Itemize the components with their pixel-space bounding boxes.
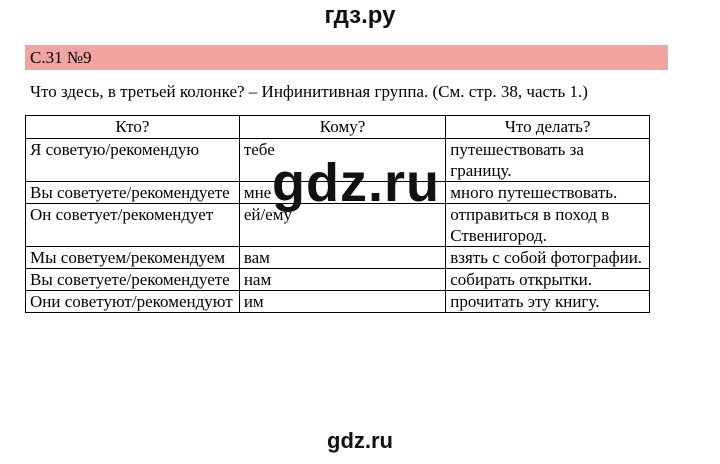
question-text: Что здесь, в третьей колонке? – Инфинитивная группа. (См. стр. 38, часть 1.) xyxy=(30,82,588,101)
table-cell: Вы советуете/рекомендуете xyxy=(26,269,240,291)
table-cell: Мы советуем/рекомендуем xyxy=(26,247,240,269)
exercise-label: С.31 №9 xyxy=(30,48,92,67)
watermark-logo: gdz.ru xyxy=(272,153,440,213)
column-header-what-to-do: Что делать? xyxy=(446,116,650,139)
column-header-who: Кто? xyxy=(26,116,240,139)
table-cell: отправиться в поход в Ственигород. xyxy=(446,204,650,247)
table-row xyxy=(26,291,650,313)
table-cell: Он советует/рекомендует xyxy=(26,204,240,247)
table-cell: собирать открытки. xyxy=(446,269,650,291)
site-logo-top: гдз.ру xyxy=(324,2,396,29)
table-cell: мне xyxy=(239,182,445,204)
table-cell: им xyxy=(239,291,445,313)
table-cell: тебе xyxy=(239,139,445,182)
table-cell: Они советуют/рекомендуют xyxy=(26,291,240,313)
column-header-to-whom: Кому? xyxy=(239,116,445,139)
table-cell: ей/ему xyxy=(239,204,445,247)
table-cell: путешествовать за границу. xyxy=(446,139,650,182)
table-row xyxy=(26,269,650,291)
table-cell: нам xyxy=(239,269,445,291)
table-row xyxy=(26,247,650,269)
table-cell: Я советую/рекомендую xyxy=(26,139,240,182)
table-cell: взять с собой фотографии. xyxy=(446,247,650,269)
answer-table xyxy=(25,115,650,313)
table-cell: много путешествовать. xyxy=(446,182,650,204)
table-cell: прочитать эту книгу. xyxy=(446,291,650,313)
site-logo-bottom: gdz.ru xyxy=(327,428,393,453)
table-cell: вам xyxy=(239,247,445,269)
table-header-row xyxy=(26,116,650,139)
table-cell: Вы советуете/рекомендуете xyxy=(26,182,240,204)
exercise-banner xyxy=(25,45,668,70)
